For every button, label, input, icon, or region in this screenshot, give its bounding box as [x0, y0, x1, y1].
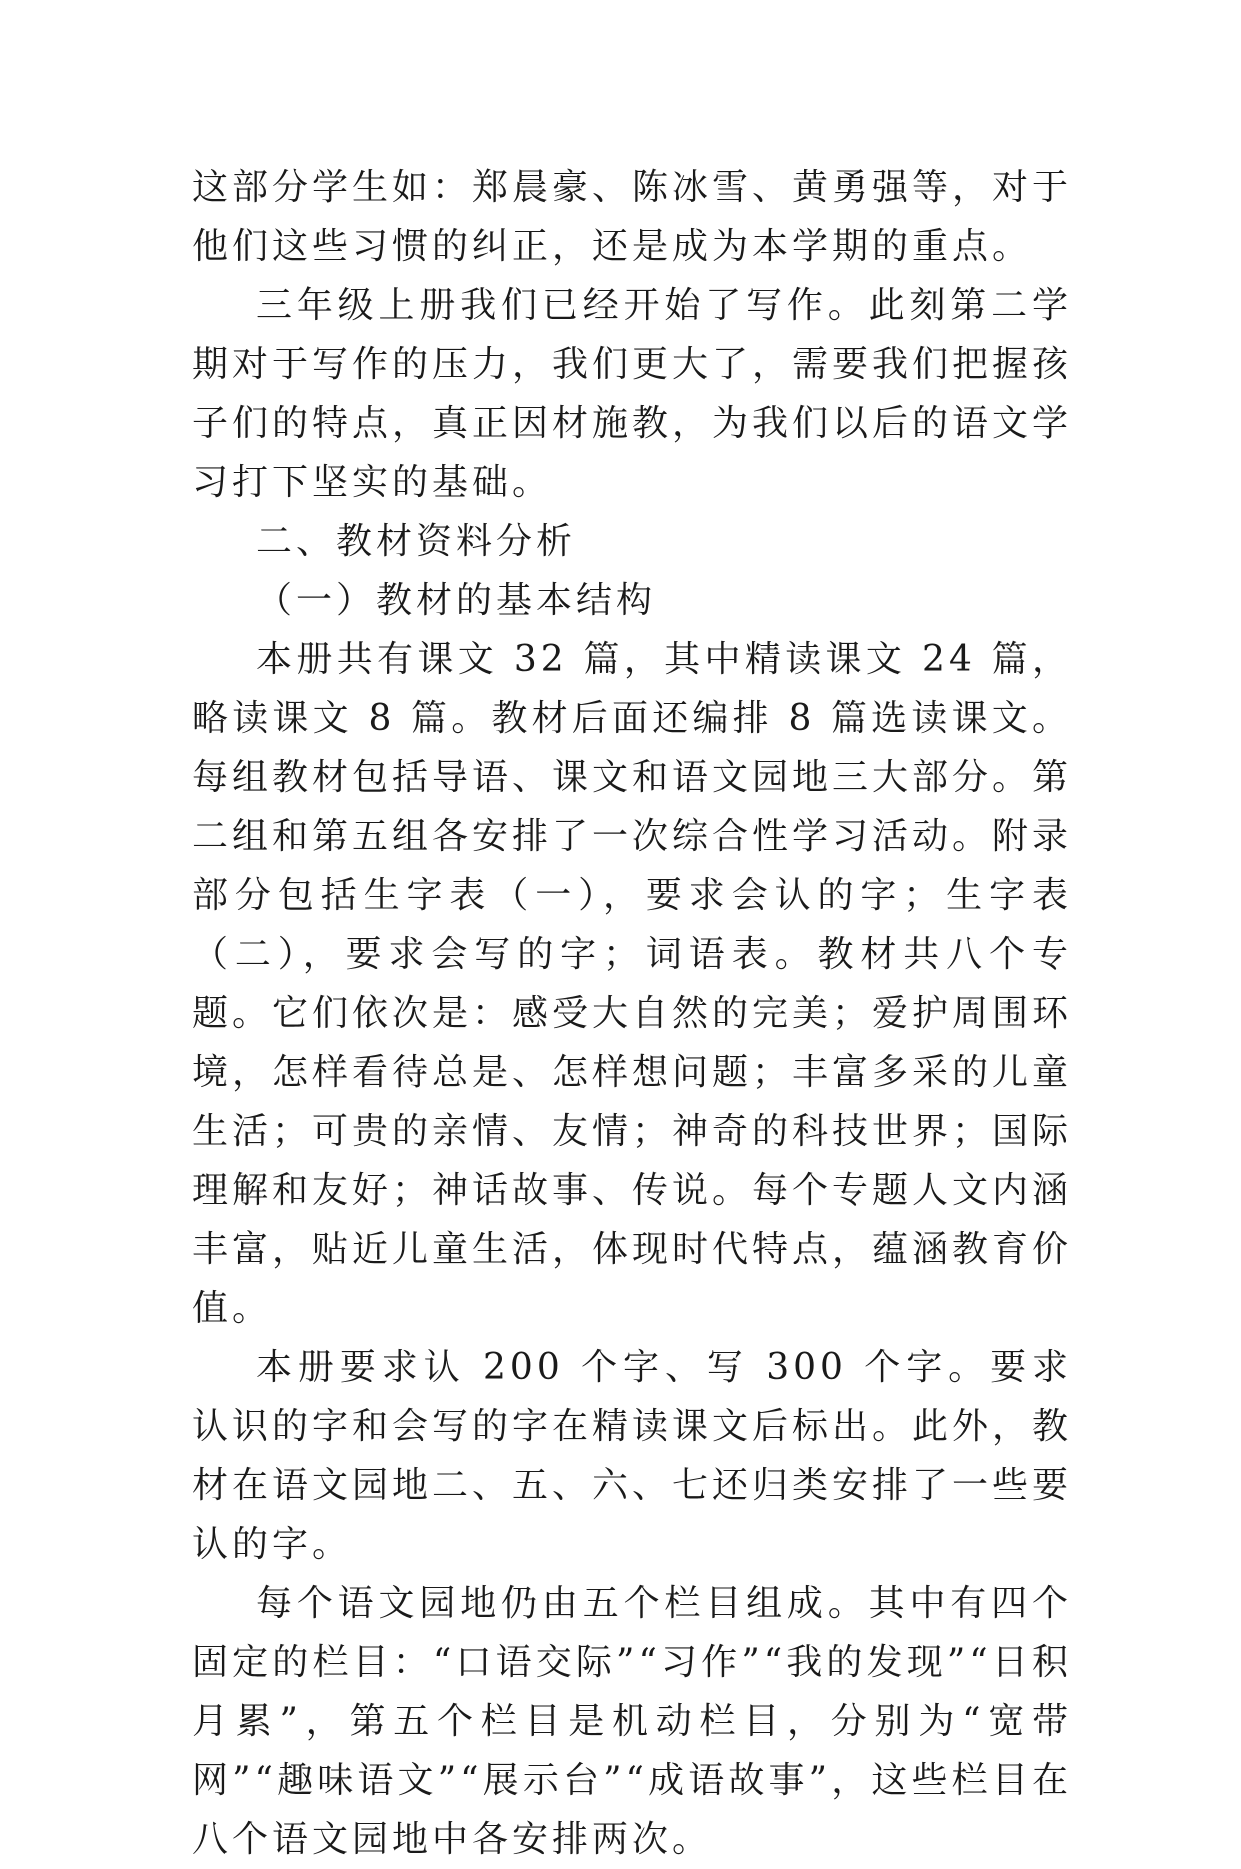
paragraph-1: 这部分学生如：郑晨豪、陈冰雪、黄勇强等，对于他们这些习惯的纠正，还是成为本学期的重点。	[192, 167, 1073, 267]
paragraph-3: 本册共有课文 32 篇，其中精读课文 24 篇，略读课文 8 篇。教材后面还编排 8 篇选读课文。每组教材包括导语、课文和语文园地三大部分。第二组和第五组各安排了一次综合性学习活动。附录部分包括生字表（一），要求会认的字；生字表（二），要求会写的字；词语表。教材共八个专题。它们依次是：感受大自然的完美；爱护周围环境，怎样看待总是、怎样想问题；丰富多采的儿童生活；可贵的亲情、友情；神奇的科技世界；国际理解和友好；神话故事、传说。每个专题人文内涵丰富，贴近儿童生活，体现时代特点，蕴涵教育价值。	[192, 639, 1073, 1329]
paragraph-5: 每个语文园地仍由五个栏目组成。其中有四个固定的栏目：“口语交际”“习作”“我的发现”“日积月累”，第五个栏目是机动栏目，分别为“宽带网”“趣味语文”“展示台”“成语故事”，这些栏目在八个语文园地中各安排两次。	[192, 1583, 1072, 1860]
paragraph-4: 本册要求认 200 个字、写 300 个字。要求认识的字和会写的字在精读课文后标出。此外，教材在语文园地二、五、六、七还归类安排了一些要认的字。	[192, 1347, 1073, 1565]
subsection-heading: （一）教材的基本结构	[256, 580, 657, 621]
paragraph-2: 三年级上册我们已经开始了写作。此刻第二学期对于写作的压力，我们更大了，需要我们把握孩子们的特点，真正因材施教，为我们以后的语文学习打下坚实的基础。	[192, 285, 1073, 503]
document-body	[192, 158, 1072, 1869]
section-heading: 二、教材资料分析	[256, 521, 577, 562]
